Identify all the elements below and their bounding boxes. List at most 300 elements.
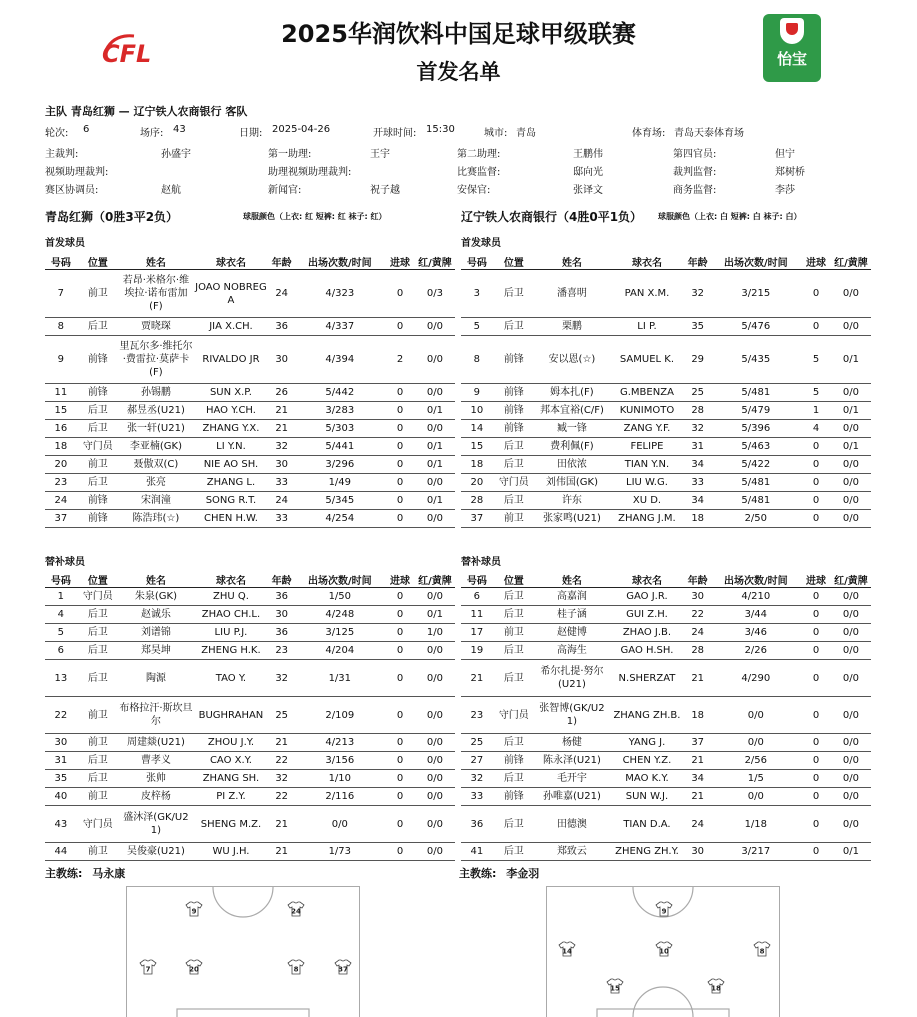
cards: 0/0 — [415, 788, 455, 806]
player-age: 28 — [685, 402, 710, 420]
player-position: 后卫 — [493, 660, 535, 697]
goals: 0 — [385, 456, 415, 474]
home-coach — [45, 865, 125, 881]
player-name: 高海生 — [535, 642, 609, 660]
player-number: 20 — [45, 456, 77, 474]
home-coach-name: 马永康 — [92, 867, 126, 880]
column-header-player-number: 号码 — [45, 254, 77, 270]
player-age: 24 — [685, 624, 710, 642]
player-number: 27 — [461, 752, 493, 770]
player-position: 后卫 — [77, 770, 119, 788]
player-age: 30 — [269, 456, 294, 474]
player-name: 宋润潼 — [119, 492, 193, 510]
appearances: 4/248 — [294, 606, 385, 624]
official-label: 第一助理: — [268, 149, 312, 160]
cards: 0/0 — [831, 474, 871, 492]
cards: 0/1 — [831, 402, 871, 420]
goals: 0 — [385, 660, 415, 697]
player-position: 后卫 — [77, 752, 119, 770]
shirt-number: 18 — [711, 984, 721, 993]
table-row — [461, 588, 871, 606]
player-number: 40 — [45, 788, 77, 806]
shirt-name: ZHENG ZH.Y. — [609, 843, 685, 861]
official-name: 郑树桥 — [775, 167, 805, 178]
player-number: 18 — [461, 456, 493, 474]
appearances: 4/254 — [294, 510, 385, 528]
shield-icon — [780, 18, 804, 44]
player-position: 前卫 — [493, 510, 535, 528]
player-position: 前锋 — [77, 510, 119, 528]
cards: 0/1 — [415, 456, 455, 474]
shirt-name: ZHANG SH. — [193, 770, 269, 788]
player-name: 张智博(GK/U21) — [535, 697, 609, 734]
player-name: 孙唯嘉(U21) — [535, 788, 609, 806]
table-row — [45, 492, 455, 510]
column-header-player-name: 姓名 — [535, 572, 609, 588]
cards: 0/0 — [415, 697, 455, 734]
player-name: 张帅 — [119, 770, 193, 788]
official-label: 新闻官: — [268, 185, 302, 196]
appearances: 4/204 — [294, 642, 385, 660]
player-position: 后卫 — [77, 660, 119, 697]
cards: 0/0 — [831, 492, 871, 510]
player-name: 陶源 — [119, 660, 193, 697]
player-name: 潘喜明 — [535, 270, 609, 318]
table-row — [45, 318, 455, 336]
player-name: 郑致云 — [535, 843, 609, 861]
player-position: 后卫 — [77, 402, 119, 420]
shirt-name: SUN X.P. — [193, 384, 269, 402]
player-position: 后卫 — [493, 734, 535, 752]
cards: 0/0 — [831, 606, 871, 624]
cards: 0/0 — [415, 318, 455, 336]
player-number: 18 — [45, 438, 77, 456]
shirt-name: YANG J. — [609, 734, 685, 752]
goals: 0 — [385, 606, 415, 624]
shirt-name: SONG R.T. — [193, 492, 269, 510]
cards: 0/0 — [831, 588, 871, 606]
away-team-record: 辽宁铁人农商银行（4胜0平1负） — [461, 210, 643, 224]
shirt-name: LI P. — [609, 318, 685, 336]
column-header-shirt-name: 球衣名 — [193, 254, 269, 270]
player-age: 22 — [269, 788, 294, 806]
column-header-cards: 红/黄牌 — [415, 254, 455, 270]
appearances: 5/441 — [294, 438, 385, 456]
player-name: 刘谱锦 — [119, 624, 193, 642]
official-label: 第四官员: — [673, 149, 717, 160]
player-age: 33 — [269, 474, 294, 492]
column-header-shirt-name: 球衣名 — [609, 572, 685, 588]
match-kickoff-value: 15:30 — [426, 124, 455, 135]
player-age: 22 — [685, 606, 710, 624]
player-position: 前卫 — [77, 843, 119, 861]
player-age: 33 — [269, 510, 294, 528]
player-position: 后卫 — [77, 420, 119, 438]
player-name: 栗鹏 — [535, 318, 609, 336]
appearances: 2/56 — [710, 752, 801, 770]
player-age: 26 — [269, 384, 294, 402]
goals: 0 — [385, 752, 415, 770]
appearances: 1/49 — [294, 474, 385, 492]
shirt-name: TIAN D.A. — [609, 806, 685, 843]
player-age: 24 — [269, 492, 294, 510]
goals: 0 — [801, 270, 831, 318]
player-number: 9 — [45, 336, 77, 384]
player-number: 37 — [45, 510, 77, 528]
goals: 0 — [801, 624, 831, 642]
table-row — [461, 734, 871, 752]
player-age: 22 — [269, 752, 294, 770]
table-row — [45, 420, 455, 438]
appearances: 5/422 — [710, 456, 801, 474]
goals: 0 — [801, 318, 831, 336]
table-row — [45, 660, 455, 697]
player-name: 许东 — [535, 492, 609, 510]
shirt-name: SHENG M.Z. — [193, 806, 269, 843]
player-position: 守门员 — [77, 438, 119, 456]
goals: 0 — [801, 510, 831, 528]
table-row — [461, 492, 871, 510]
table-row — [45, 642, 455, 660]
player-age: 37 — [685, 734, 710, 752]
player-number: 11 — [45, 384, 77, 402]
player-age: 25 — [269, 697, 294, 734]
away-coach — [459, 865, 539, 881]
table-row — [461, 402, 871, 420]
away-kit-colors: 球服颜色（上衣: 白 短裤: 白 袜子: 白） — [658, 212, 802, 221]
cards: 0/0 — [831, 510, 871, 528]
player-age: 28 — [685, 642, 710, 660]
away-subs-label: 替补球员 — [461, 557, 501, 568]
appearances: 5/481 — [710, 492, 801, 510]
player-name: 聂傲双(C) — [119, 456, 193, 474]
official-name: 李莎 — [775, 185, 795, 196]
shirt-name: ZHANG J.M. — [609, 510, 685, 528]
cards: 0/1 — [415, 606, 455, 624]
shirt-icon — [287, 959, 305, 975]
goals: 0 — [801, 456, 831, 474]
table-row — [45, 606, 455, 624]
official-label: 安保官: — [457, 185, 491, 196]
match-round-label: 轮次: — [45, 128, 69, 139]
column-header-player-position: 位置 — [493, 254, 535, 270]
appearances: 0/0 — [710, 788, 801, 806]
column-header-goals: 进球 — [385, 572, 415, 588]
table-row — [461, 438, 871, 456]
player-age: 21 — [269, 402, 294, 420]
goals: 0 — [385, 420, 415, 438]
goals: 0 — [801, 788, 831, 806]
player-position: 前锋 — [77, 336, 119, 384]
cards: 0/0 — [415, 660, 455, 697]
appearances: 0/0 — [710, 734, 801, 752]
player-age: 30 — [269, 606, 294, 624]
player-number: 17 — [461, 624, 493, 642]
appearances: 5/396 — [710, 420, 801, 438]
shirt-number: 10 — [659, 947, 669, 956]
shirt-icon — [753, 941, 771, 957]
goals: 0 — [801, 474, 831, 492]
appearances: 5/435 — [710, 336, 801, 384]
player-number: 4 — [45, 606, 77, 624]
away-formation-pitch — [546, 886, 780, 1017]
shirt-number: 15 — [610, 984, 620, 993]
player-position: 前锋 — [493, 752, 535, 770]
match-kickoff-label: 开球时间: — [373, 128, 417, 139]
player-number: 8 — [45, 318, 77, 336]
player-number: 5 — [45, 624, 77, 642]
shirt-number: 8 — [759, 947, 765, 956]
player-position: 守门员 — [493, 697, 535, 734]
player-number: 35 — [45, 770, 77, 788]
table-row — [461, 624, 871, 642]
player-number: 10 — [461, 402, 493, 420]
appearances: 4/290 — [710, 660, 801, 697]
player-position: 前锋 — [493, 420, 535, 438]
column-header-player-age: 年龄 — [269, 572, 294, 588]
home-kit-colors: 球服颜色（上衣: 红 短裤: 红 袜子: 红） — [243, 212, 387, 221]
appearances: 5/345 — [294, 492, 385, 510]
player-age: 21 — [685, 752, 710, 770]
cards: 0/0 — [831, 642, 871, 660]
player-name: 皮梓杨 — [119, 788, 193, 806]
goals: 0 — [385, 438, 415, 456]
cards: 0/0 — [415, 843, 455, 861]
cards: 0/1 — [415, 438, 455, 456]
player-number: 14 — [461, 420, 493, 438]
goals: 0 — [385, 697, 415, 734]
player-number: 15 — [461, 438, 493, 456]
table-header-row — [45, 572, 455, 588]
shirt-number: 20 — [189, 965, 199, 974]
shirt-number: 9 — [661, 907, 667, 916]
appearances: 5/481 — [710, 474, 801, 492]
player-name: 安以恩(☆) — [535, 336, 609, 384]
player-number: 41 — [461, 843, 493, 861]
player-name: 田依浓 — [535, 456, 609, 474]
cards: 0/0 — [831, 420, 871, 438]
player-name: 吴俊豪(U21) — [119, 843, 193, 861]
goals: 0 — [801, 438, 831, 456]
shirt-name: CHEN Y.Z. — [609, 752, 685, 770]
player-number: 7 — [45, 270, 77, 318]
player-age: 36 — [269, 318, 294, 336]
player-position: 前卫 — [77, 788, 119, 806]
shirt-icon — [655, 941, 673, 957]
table-row — [45, 402, 455, 420]
player-name: 朱泉(GK) — [119, 588, 193, 606]
player-age: 24 — [269, 270, 294, 318]
player-number: 15 — [45, 402, 77, 420]
column-header-appearances: 出场次数/时间 — [294, 254, 385, 270]
appearances: 5/463 — [710, 438, 801, 456]
column-header-cards: 红/黄牌 — [415, 572, 455, 588]
cards: 0/0 — [831, 806, 871, 843]
player-position: 前锋 — [77, 384, 119, 402]
appearances: 0/0 — [710, 697, 801, 734]
table-row — [461, 420, 871, 438]
cards: 0/0 — [415, 642, 455, 660]
shirt-icon — [606, 978, 624, 994]
match-city-value: 青岛 — [516, 128, 536, 139]
shirt-name: JOAO NOBREGA — [193, 270, 269, 318]
goals: 0 — [801, 752, 831, 770]
player-number: 3 — [461, 270, 493, 318]
table-row — [461, 270, 871, 318]
appearances: 3/217 — [710, 843, 801, 861]
player-name: 毛开宇 — [535, 770, 609, 788]
shirt-name: TAO Y. — [193, 660, 269, 697]
appearances: 2/26 — [710, 642, 801, 660]
player-name: 希尔扎提·努尔(U21) — [535, 660, 609, 697]
table-row — [461, 642, 871, 660]
cards: 0/3 — [415, 270, 455, 318]
cfl-logo — [100, 30, 170, 70]
player-name: 姆本扎(F) — [535, 384, 609, 402]
official-name: 但宁 — [775, 149, 795, 160]
player-number: 8 — [461, 336, 493, 384]
goals: 0 — [801, 660, 831, 697]
appearances: 5/442 — [294, 384, 385, 402]
goals: 0 — [801, 606, 831, 624]
goals: 2 — [385, 336, 415, 384]
appearances: 3/283 — [294, 402, 385, 420]
player-position: 前卫 — [77, 456, 119, 474]
column-header-player-number: 号码 — [461, 572, 493, 588]
goals: 0 — [385, 770, 415, 788]
official-name: 邸向光 — [573, 167, 603, 178]
column-header-player-age: 年龄 — [269, 254, 294, 270]
table-header-row — [461, 572, 871, 588]
shirt-name: ZHAO J.B. — [609, 624, 685, 642]
goals: 0 — [385, 474, 415, 492]
player-name: 若昂·米格尔·维埃拉·诺布雷加(F) — [119, 270, 193, 318]
official-label: 第二助理: — [457, 149, 501, 160]
shirt-name: ZHANG L. — [193, 474, 269, 492]
official-name: 祝子越 — [370, 185, 400, 196]
shirt-name: GUI Z.H. — [609, 606, 685, 624]
cards: 0/0 — [831, 318, 871, 336]
match-game-value: 43 — [173, 124, 186, 135]
goals: 0 — [801, 843, 831, 861]
shirt-name: ZHAO CH.L. — [193, 606, 269, 624]
player-age: 24 — [685, 806, 710, 843]
table-row — [461, 843, 871, 861]
appearances: 1/73 — [294, 843, 385, 861]
player-age: 35 — [685, 318, 710, 336]
official-name: 张译文 — [573, 185, 603, 196]
player-name: 张亮 — [119, 474, 193, 492]
player-name: 郝昱丞(U21) — [119, 402, 193, 420]
player-age: 30 — [685, 843, 710, 861]
player-age: 29 — [685, 336, 710, 384]
cards: 0/1 — [831, 336, 871, 384]
player-age: 23 — [269, 642, 294, 660]
table-row — [461, 606, 871, 624]
shirt-number: 8 — [293, 965, 299, 974]
goals: 1 — [801, 402, 831, 420]
official-name: 王鹏伟 — [573, 149, 603, 160]
column-header-shirt-name: 球衣名 — [609, 254, 685, 270]
player-age: 32 — [269, 438, 294, 456]
column-header-player-name: 姓名 — [119, 254, 193, 270]
shirt-name: N.SHERZAT — [609, 660, 685, 697]
player-position: 前卫 — [77, 697, 119, 734]
goals: 0 — [801, 642, 831, 660]
player-age: 36 — [269, 624, 294, 642]
shirt-name: XU D. — [609, 492, 685, 510]
player-number: 28 — [461, 492, 493, 510]
player-name: 周建燚(U21) — [119, 734, 193, 752]
table-row — [45, 474, 455, 492]
home-team-record: 青岛红狮（0胜3平2负） — [45, 210, 179, 224]
shirt-number: 7 — [145, 965, 151, 974]
column-header-player-age: 年龄 — [685, 254, 710, 270]
table-row — [45, 588, 455, 606]
column-header-cards: 红/黄牌 — [831, 572, 871, 588]
appearances: 1/5 — [710, 770, 801, 788]
player-name: 费利佩(F) — [535, 438, 609, 456]
player-number: 22 — [45, 697, 77, 734]
player-position: 前锋 — [493, 402, 535, 420]
player-name: 桂子涵 — [535, 606, 609, 624]
player-name: 高嘉润 — [535, 588, 609, 606]
match-venue-label: 体育场: — [632, 128, 666, 139]
cards: 1/0 — [415, 624, 455, 642]
player-number: 33 — [461, 788, 493, 806]
appearances: 2/109 — [294, 697, 385, 734]
shirt-name: CHEN H.W. — [193, 510, 269, 528]
goals: 0 — [801, 734, 831, 752]
table-row — [45, 510, 455, 528]
table-row — [461, 336, 871, 384]
shirt-name: WU J.H. — [193, 843, 269, 861]
shirt-number: 37 — [338, 965, 348, 974]
player-number: 24 — [45, 492, 77, 510]
shirt-name: SUN W.J. — [609, 788, 685, 806]
player-age: 34 — [685, 770, 710, 788]
player-number: 23 — [45, 474, 77, 492]
player-position: 前卫 — [77, 734, 119, 752]
column-header-appearances: 出场次数/时间 — [294, 572, 385, 588]
table-row — [45, 438, 455, 456]
player-number: 32 — [461, 770, 493, 788]
player-position: 守门员 — [493, 474, 535, 492]
shirt-name: LIU P.J. — [193, 624, 269, 642]
player-age: 31 — [685, 438, 710, 456]
table-row — [45, 843, 455, 861]
player-number: 37 — [461, 510, 493, 528]
shirt-name: NIE AO SH. — [193, 456, 269, 474]
player-name: 张一轩(U21) — [119, 420, 193, 438]
column-header-appearances: 出场次数/时间 — [710, 572, 801, 588]
player-number: 16 — [45, 420, 77, 438]
player-position: 后卫 — [493, 438, 535, 456]
shirt-name: ZHU Q. — [193, 588, 269, 606]
match-game-label: 场序: — [140, 128, 164, 139]
appearances: 1/50 — [294, 588, 385, 606]
shirt-name: ZHENG H.K. — [193, 642, 269, 660]
appearances: 1/10 — [294, 770, 385, 788]
player-number: 44 — [45, 843, 77, 861]
goals: 0 — [385, 806, 415, 843]
player-position: 后卫 — [493, 806, 535, 843]
shirt-icon — [185, 901, 203, 917]
doc-title: 2025华润饮料中国足球甲级联赛 — [281, 20, 636, 48]
table-row — [461, 806, 871, 843]
cards: 0/0 — [415, 770, 455, 788]
player-name: 陈浩玮(☆) — [119, 510, 193, 528]
